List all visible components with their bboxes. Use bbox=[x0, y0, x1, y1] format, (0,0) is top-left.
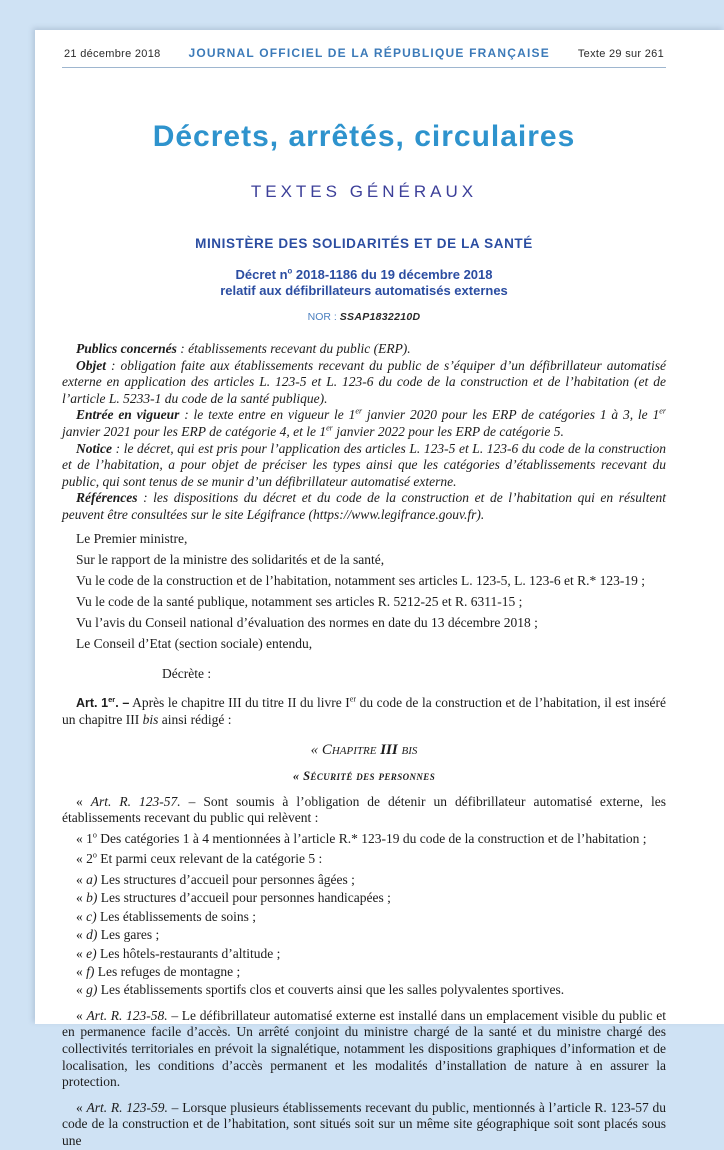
preamble-line-vu-construction: Vu le code de la construction et de l’habitation, notamment ses articles L. 123-5, L. 123-6 et R.* 123-19 ; bbox=[76, 572, 646, 588]
page-content bbox=[35, 30, 724, 1150]
decrete-line: Décrète : bbox=[162, 665, 212, 681]
preamble-line-premier-ministre: Le Premier ministre, bbox=[76, 530, 188, 546]
list-item-c: « c) Les établissements de soins ; bbox=[76, 908, 256, 924]
journal-header bbox=[62, 42, 666, 68]
decree-title-line1: Décret $n^o$ 2018-1186 du 19 décembre 2018 bbox=[235, 266, 493, 282]
summary-objet-label: Objet bbox=[76, 357, 106, 373]
summary-references-text: : les dispositions du décret et du code de la construction et de l’habitation qui en résultent peuvent être consultées sur le site Légifrance (https://www.legifrance.gouv.fr). bbox=[62, 490, 666, 522]
article-1-label: Art. 1er. – bbox=[76, 695, 130, 711]
nor-value: SSAP1832210D bbox=[339, 311, 421, 323]
list-item-a: « a) Les structures d’accueil pour personnes âgées ; bbox=[76, 871, 355, 887]
article-r123-57-text: Sont soumis à l’obligation de détenir un défibrillateur automatisé externe, les établissements recevant du public qui relèvent : bbox=[62, 793, 667, 826]
article-r123-59-text: Lorsque plusieurs établissements recevant du public, mentionnés à l’article R. 123-57 du code de la construction et de l’habitation, sont situés soit sur un même site géographique soit sont placés sous une bbox=[62, 1099, 666, 1149]
article-r123-58 bbox=[62, 1008, 666, 1091]
ministry-title: MINISTÈRE DES SOLIDARITÉS ET DE LA SANTÉ bbox=[195, 236, 533, 251]
article-r123-57 bbox=[62, 794, 666, 827]
summary-references bbox=[62, 490, 666, 523]
article-1-paragraph bbox=[62, 695, 666, 728]
list-item-f: « f) Les refuges de montagne ; bbox=[76, 963, 241, 979]
list-item-g: « g) Les établissements sportifs clos et couverts ainsi que les salles polyvalentes sportives. bbox=[76, 982, 565, 998]
summary-notice-label: Notice bbox=[76, 440, 112, 456]
journal-title: JOURNAL OFFICIEL DE LA RÉPUBLIQUE FRANÇAISE bbox=[188, 46, 550, 60]
article-r123-59 bbox=[62, 1100, 666, 1150]
article-r123-57-ref: « Art. R. 123-57. – bbox=[76, 793, 204, 809]
summary-objet bbox=[62, 358, 666, 408]
summary-notice bbox=[62, 441, 666, 491]
preamble-line-conseil-etat: Le Conseil d’Etat (section sociale) entendu, bbox=[76, 636, 313, 651]
article-r123-58-text: Le défibrillateur automatisé externe est installé dans un emplacement visible du public et en permanence facile d’accès. Un arrêté conjoint du ministre chargé de la santé et du ministre chargé des collectivités territoriales en prévoit la signalétique, notamment les dispositions graphiques d’information et de localisation, les conditions d’accès permanent et les modalités d’installation de nature à en assurer la protection. bbox=[62, 1007, 667, 1090]
list-item-b: « b) Les structures d’accueil pour personnes handicapées ; bbox=[76, 890, 391, 906]
list-item-2: « 2$^o$ Et parmi ceux relevant de la catégorie 5 : bbox=[76, 850, 323, 867]
summary-objet-text: : obligation faite aux établissements recevant du public de s’équiper d’un défibrillateur automatisé externe en application des articles L. 123-5 et L. 123-6 du code de la construction et de l’habitation (et de l’article L. 5233-1 du code de la santé publique). bbox=[62, 357, 666, 406]
preamble bbox=[62, 531, 666, 683]
preamble-line-rapport: Sur le rapport de la ministre des solidarités et de la santé, bbox=[76, 551, 385, 567]
decree-title bbox=[62, 267, 666, 299]
decree-body bbox=[62, 341, 666, 1150]
article-r123-59-ref: « Art. R. 123-59. – bbox=[76, 1099, 183, 1115]
summary-publics-label: Publics concernés bbox=[76, 341, 177, 356]
article-1-text: Après le chapitre III du titre II du livre Ier du code de la construction et de l’habitation, il est inséré un chapitre III bis ainsi rédigé : bbox=[62, 694, 667, 727]
article-r123-58-ref: « Art. R. 123-58. – bbox=[76, 1007, 182, 1023]
preamble-line-vu-avis: Vu l’avis du Conseil national d’évaluation des normes en date du 13 décembre 2018 ; bbox=[76, 614, 538, 630]
summary-references-label: Références bbox=[76, 490, 138, 506]
summary-publics bbox=[62, 341, 666, 358]
document-page bbox=[35, 30, 724, 1149]
chapter-heading: « Chapitre III bis bbox=[310, 742, 418, 759]
summary-entree-en-vigueur bbox=[62, 407, 666, 440]
summary-publics-text: : établissements recevant du public (ERP). bbox=[176, 341, 411, 356]
nor-line bbox=[62, 311, 666, 323]
list-item-1: « 1$^o$ Des catégories 1 à 4 mentionnées à l’article R.* 123-19 du code de la construction et de l’habitation ; bbox=[76, 830, 647, 846]
main-title: Décrets, arrêtés, circulaires bbox=[152, 120, 576, 153]
summary-entree-label: Entrée en vigueur bbox=[76, 407, 180, 423]
section-title: TEXTES GÉNÉRAUX bbox=[250, 182, 478, 201]
list-item-d: « d) Les gares ; bbox=[76, 927, 160, 943]
summary-notice-text: : le décret, qui est pris pour l’application des articles L. 123-5 et L. 123-6 du code de la construction et de l’habitation, a pour objet de préciser les types ainsi que les catégories d’établissements recevant du public, qui sont tenus de se munir d’un défibrillateur automatisé externe. bbox=[62, 440, 666, 489]
chapter-subheading: « Sécurité des personnes bbox=[292, 768, 436, 783]
preamble-line-vu-sante: Vu le code de la santé publique, notamment ses articles R. 5212-25 et R. 6311-15 ; bbox=[76, 593, 523, 609]
text-reference: Texte 29 sur 261 bbox=[577, 48, 664, 60]
list-item-e: « e) Les hôtels-restaurants d’altitude ; bbox=[76, 945, 281, 961]
summary-entree-text: : le texte entre en vigueur le 1er janvier 2020 pour les ERP de catégories 1 à 3, le 1er janvier 2021 pour les ERP de catégorie 4, et le 1er janvier 2022 pour les ERP de catégorie 5. bbox=[62, 406, 666, 439]
decree-title-line2: relatif aux défibrillateurs automatisés externes bbox=[220, 283, 508, 298]
publication-date: 21 décembre 2018 bbox=[64, 48, 161, 60]
nor-label: NOR : bbox=[307, 311, 340, 323]
